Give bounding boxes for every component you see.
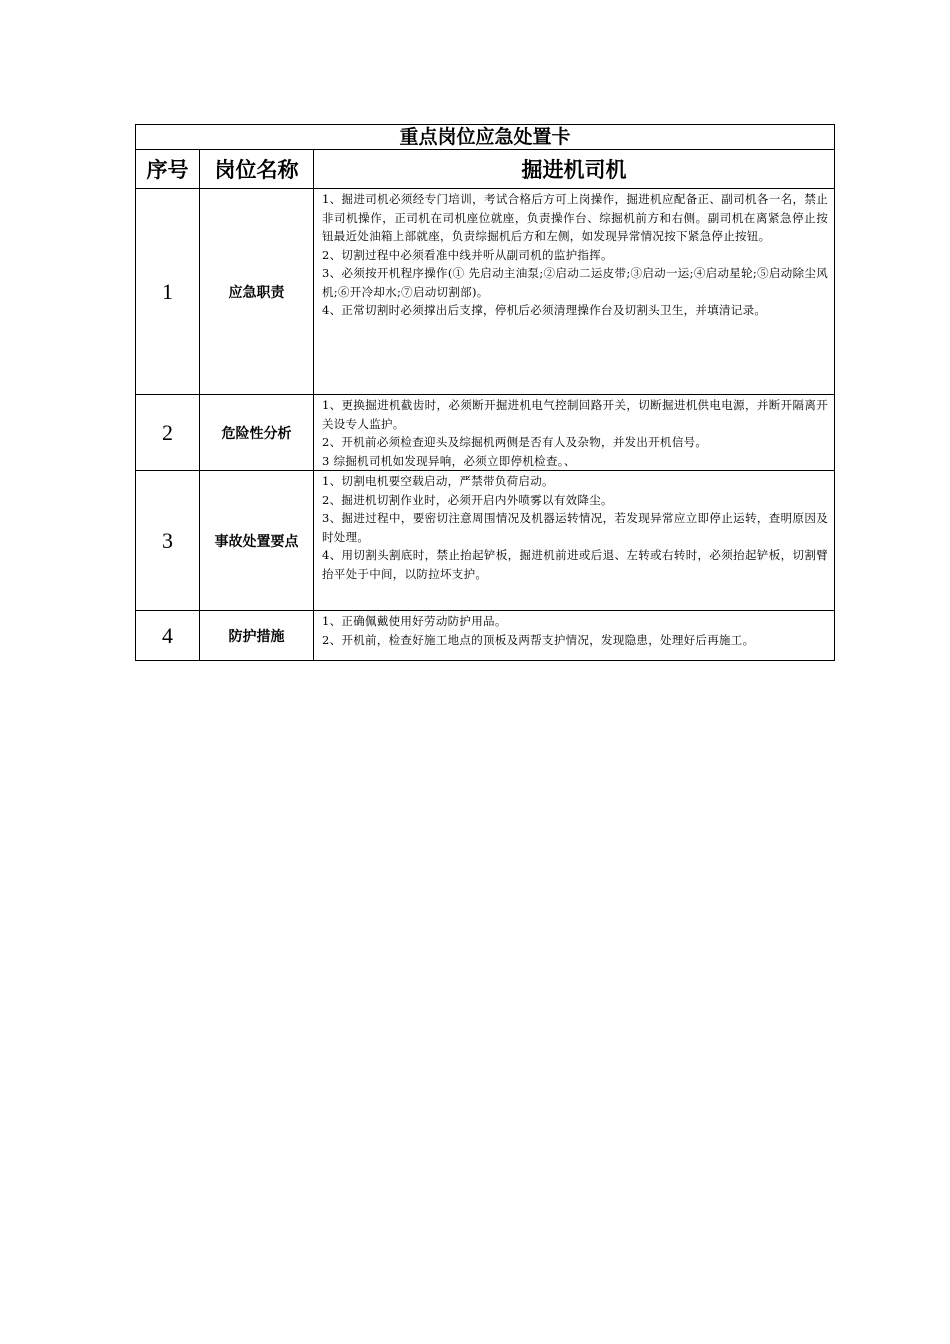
row-content — [314, 395, 835, 471]
table-row — [136, 471, 835, 611]
row-content — [314, 189, 835, 395]
card-title: 重点岗位应急处置卡 — [136, 125, 835, 150]
header-row — [136, 150, 835, 189]
content-line: 3、必须按开机程序操作(① 先启动主油泵;②启动二运皮带;③启动一运;④启动星轮;⑤启动除尘风机;⑥开冷却水;⑦启动切割部)。 — [322, 266, 829, 299]
row-content — [314, 471, 835, 611]
row-name: 危险性分析 — [200, 395, 314, 471]
content-line: 3、掘进过程中，要密切注意周围情况及机器运转情况，若发现异常应立即停止运转，查明原因及时处理。 — [322, 511, 829, 544]
content-line: 2、掘进机切割作业时，必须开启内外喷雾以有效降尘。 — [322, 492, 613, 507]
post-name-header: 岗位名称 — [200, 150, 314, 189]
row-content — [314, 611, 835, 661]
content-line: 1、掘进司机必须经专门培训，考试合格后方可上岗操作，掘进机应配备正、副司机各一名，禁止非司机操作，正司机在司机座位就座，负责操作台、综掘机前方和右侧。副司机在离紧急停止按钮最近处油箱上部就座，负责综掘机后方和左侧，如发现异常情况按下紧急停止按钮。 — [322, 192, 829, 243]
row-name: 防护措施 — [200, 611, 314, 661]
content-line: 4、用切割头割底时，禁止抬起铲板，掘进机前进或后退、左转或右转时，必须抬起铲板，切割臂抬平处于中间，以防拉坏支护。 — [322, 548, 829, 581]
content-line: 2、开机前，检查好施工地点的顶板及两帮支护情况，发现隐患，处理好后再施工。 — [322, 632, 755, 647]
content-line: 3 综掘机司机如发现异响，必须立即停机检查。、 — [322, 453, 576, 468]
row-number: 1 — [136, 189, 200, 395]
row-name: 应急职责 — [200, 189, 314, 395]
post-name-value: 掘进机司机 — [314, 150, 835, 189]
row-number: 3 — [136, 471, 200, 611]
table-row — [136, 189, 835, 395]
content-line: 1、更换掘进机截齿时，必须断开掘进机电气控制回路开关，切断掘进机供电电源，并断开隔离开关设专人监护。 — [322, 398, 829, 431]
content-line: 1、切割电机要空载启动，严禁带负荷启动。 — [322, 474, 554, 488]
row-name: 事故处置要点 — [200, 471, 314, 611]
content-line: 2、开机前必须检查迎头及综掘机两侧是否有人及杂物，并发出开机信号。 — [322, 435, 708, 449]
emergency-card-table — [135, 124, 835, 661]
content-line: 2、切割过程中必须看准中线并听从副司机的监护指挥。 — [322, 247, 613, 262]
content-line: 1、正确佩戴使用好劳动防护用品。 — [322, 614, 507, 628]
seq-header: 序号 — [136, 150, 200, 189]
row-number: 2 — [136, 395, 200, 471]
content-line: 4、正常切割时必须撑出后支撑，停机后必须清理操作台及切割头卫生，并填清记录。 — [322, 303, 767, 317]
table-row — [136, 611, 835, 661]
title-row — [136, 125, 835, 150]
table-row — [136, 395, 835, 471]
row-number: 4 — [136, 611, 200, 661]
